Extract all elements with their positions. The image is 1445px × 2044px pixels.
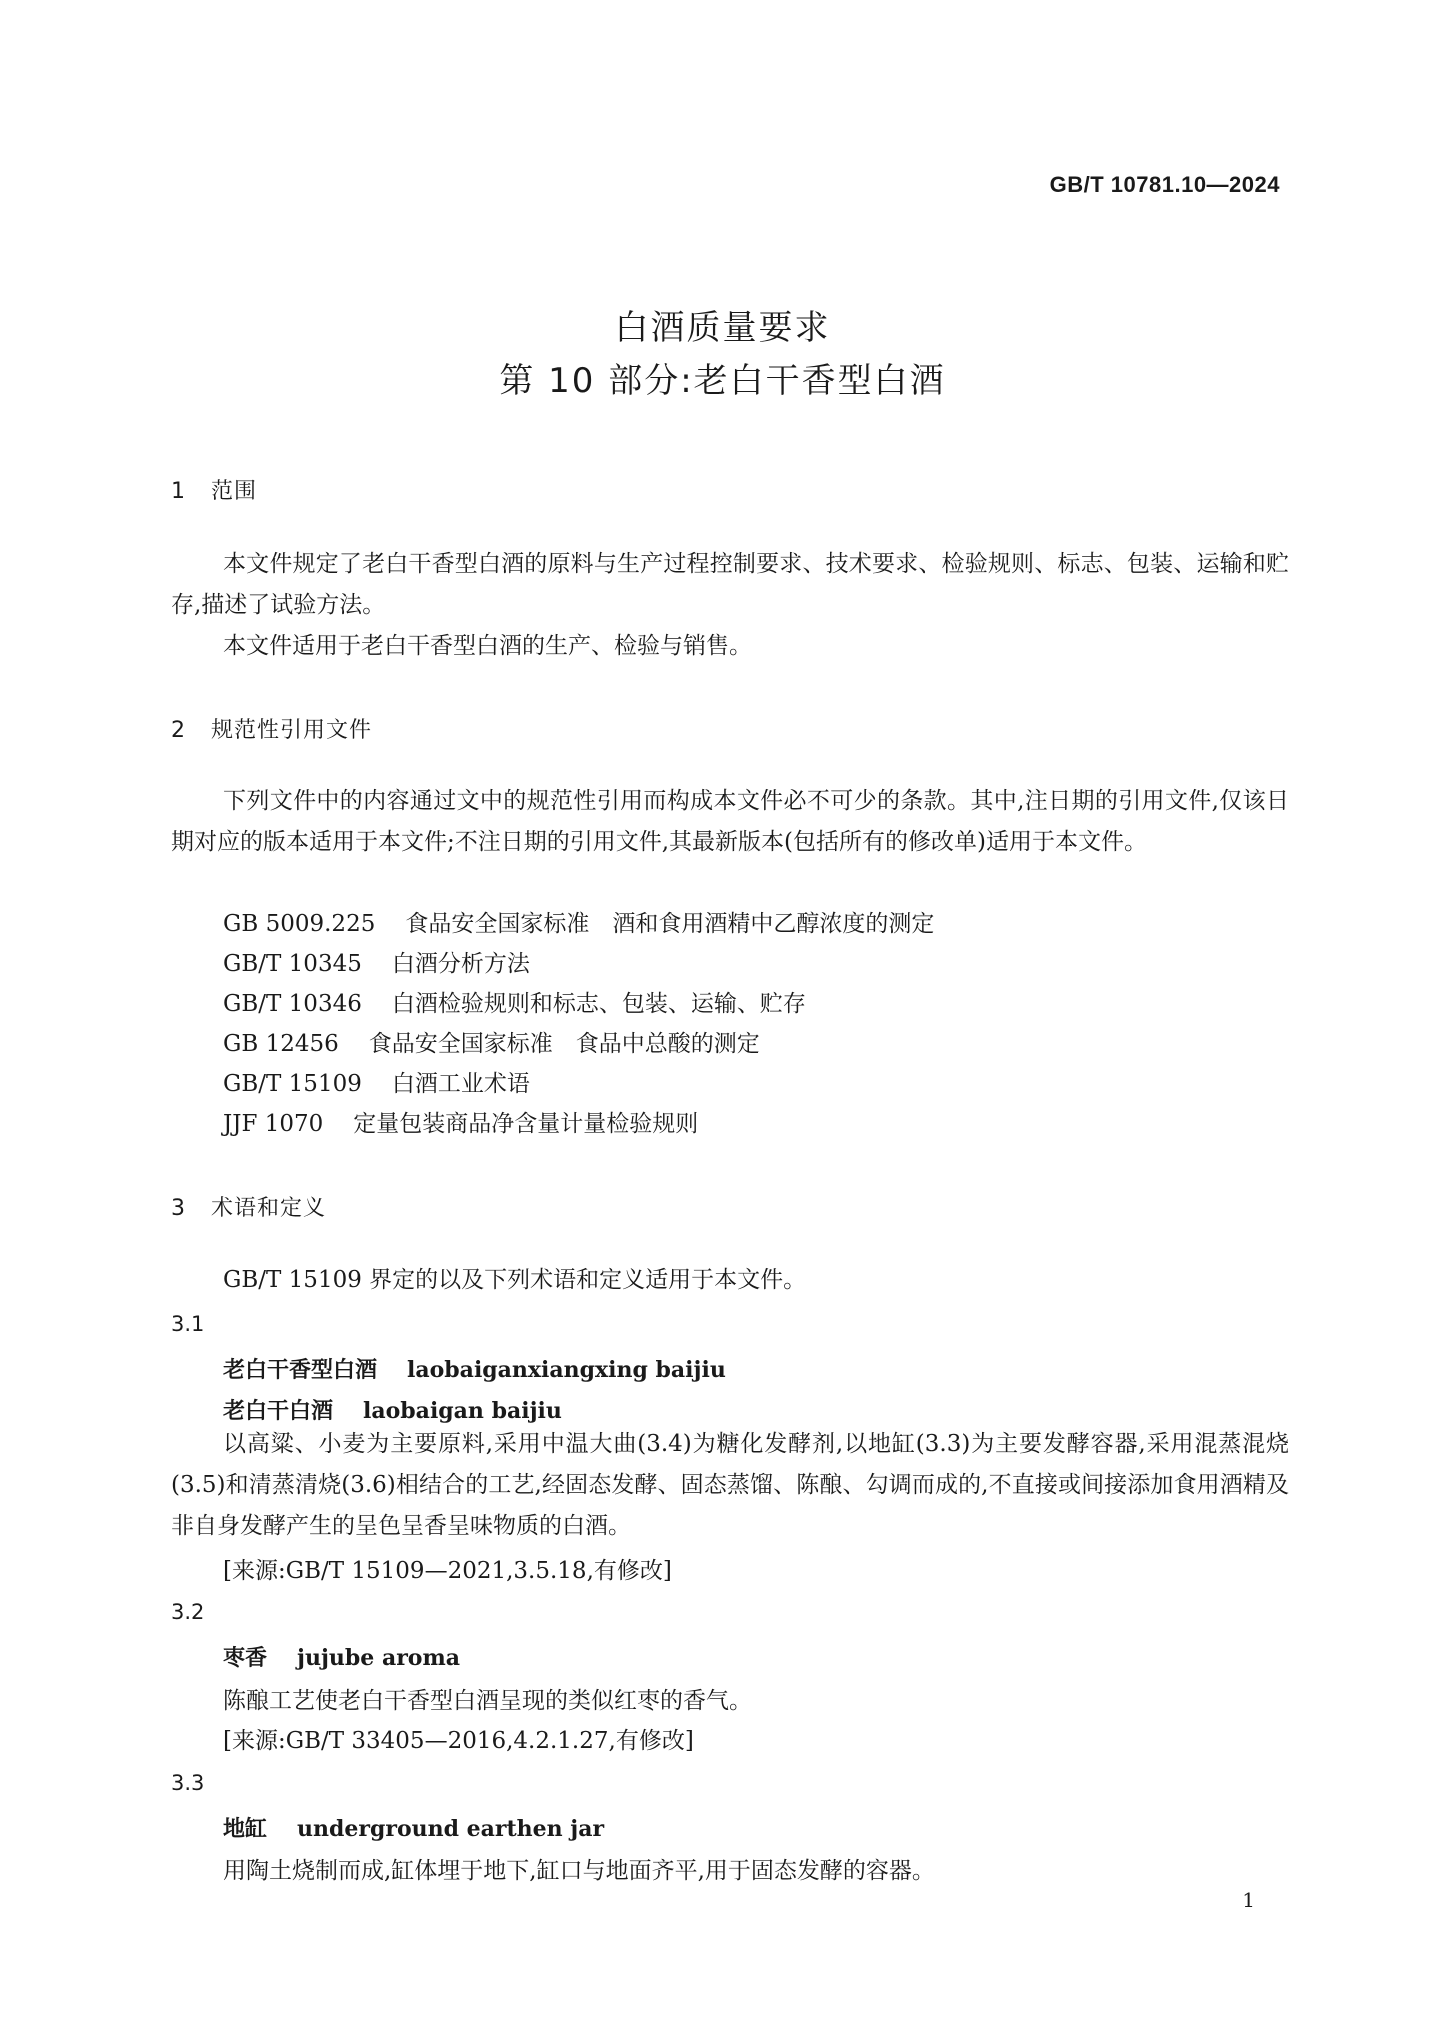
section-number: 2 xyxy=(171,718,186,743)
term-heading xyxy=(223,1812,604,1843)
scope-paragraph-1: 本文件规定了老白干香型白酒的原料与生产过程控制要求、技术要求、检验规则、标志、包装、运输和贮存,描述了试验方法。 xyxy=(171,551,1289,618)
reference-item xyxy=(223,1064,530,1105)
section-title: 术语和定义 xyxy=(211,1196,327,1221)
term-source: [来源:GB/T 15109—2021,3.5.18,有修改] xyxy=(223,1558,672,1584)
section-title: 范围 xyxy=(211,479,258,504)
terms-intro: GB/T 15109 界定的以及下列术语和定义适用于本文件。 xyxy=(223,1267,807,1293)
reference-code: GB 12456 xyxy=(223,1031,339,1057)
term-heading xyxy=(223,1641,460,1672)
reference-title: 白酒检验规则和标志、包装、运输、贮存 xyxy=(391,991,806,1017)
term-definition: 以高粱、小麦为主要原料,采用中温大曲(3.4)为糖化发酵剂,以地缸(3.3)为主要发酵容器,采用混蒸混烧(3.5)和清蒸清烧(3.6)相结合的工艺,经固态发酵、固态蒸馏、陈酿、勾调而成的,不直接或间接添加食用酒精及非自身发酵产生的呈色呈香呈味物质的白酒。 xyxy=(171,1431,1289,1539)
reference-code: GB 5009.225 xyxy=(223,911,376,937)
section-2-heading xyxy=(171,713,372,744)
reference-title: 食品安全国家标准 酒和食用酒精中乙醇浓度的测定 xyxy=(405,911,935,937)
reference-title: 定量包装商品净含量计量检验规则 xyxy=(353,1111,699,1137)
term-number: 3.2 xyxy=(171,1600,205,1624)
reference-code: GB/T 15109 xyxy=(223,1071,362,1097)
term-english: jujube aroma xyxy=(297,1645,461,1671)
normative-references-intro: 下列文件中的内容通过文中的规范性引用而构成本文件必不可少的条款。其中,注日期的引用文件,仅该日期对应的版本适用于本文件;不注日期的引用文件,其最新版本(包括所有的修改单)适用于本文件。 xyxy=(171,788,1289,855)
term-chinese: 老白干白酒 xyxy=(223,1399,334,1424)
term-english: laobaiganxiangxing baijiu xyxy=(407,1357,726,1383)
section-number: 3 xyxy=(171,1196,186,1221)
term-english: underground earthen jar xyxy=(297,1816,605,1842)
scope-paragraph-2: 本文件适用于老白干香型白酒的生产、检验与销售。 xyxy=(223,633,752,659)
page-number: 1 xyxy=(1242,1888,1255,1912)
term-number: 3.1 xyxy=(171,1312,205,1336)
term-source: [来源:GB/T 33405—2016,4.2.1.27,有修改] xyxy=(223,1728,694,1754)
term-number: 3.3 xyxy=(171,1771,205,1795)
term-heading-alt xyxy=(223,1394,562,1425)
section-1-heading xyxy=(171,474,257,505)
reference-title: 白酒工业术语 xyxy=(391,1071,530,1097)
page-title-part: 第 10 部分:老白干香型白酒 xyxy=(499,361,946,401)
term-chinese: 老白干香型白酒 xyxy=(223,1358,378,1383)
reference-title: 食品安全国家标准 食品中总酸的测定 xyxy=(368,1031,760,1057)
document-number: GB/T 10781.10—2024 xyxy=(1049,172,1280,197)
reference-item xyxy=(223,1024,760,1065)
page-title-main: 白酒质量要求 xyxy=(614,308,831,348)
term-chinese: 地缸 xyxy=(223,1817,268,1842)
term-english: laobaigan baijiu xyxy=(363,1398,562,1424)
term-definition: 陈酿工艺使老白干香型白酒呈现的类似红枣的香气。 xyxy=(223,1688,752,1714)
term-definition: 用陶土烧制而成,缸体埋于地下,缸口与地面齐平,用于固态发酵的容器。 xyxy=(223,1858,935,1884)
reference-item xyxy=(223,904,934,945)
reference-code: GB/T 10345 xyxy=(223,951,362,977)
reference-code: JJF 1070 xyxy=(223,1111,324,1137)
section-3-heading xyxy=(171,1191,326,1222)
reference-title: 白酒分析方法 xyxy=(391,951,530,977)
section-number: 1 xyxy=(171,479,186,504)
section-title: 规范性引用文件 xyxy=(211,718,373,743)
reference-item xyxy=(223,944,530,985)
reference-item xyxy=(223,984,806,1025)
reference-item xyxy=(223,1104,698,1145)
reference-code: GB/T 10346 xyxy=(223,991,362,1017)
term-heading xyxy=(223,1353,726,1384)
term-chinese: 枣香 xyxy=(223,1646,268,1671)
